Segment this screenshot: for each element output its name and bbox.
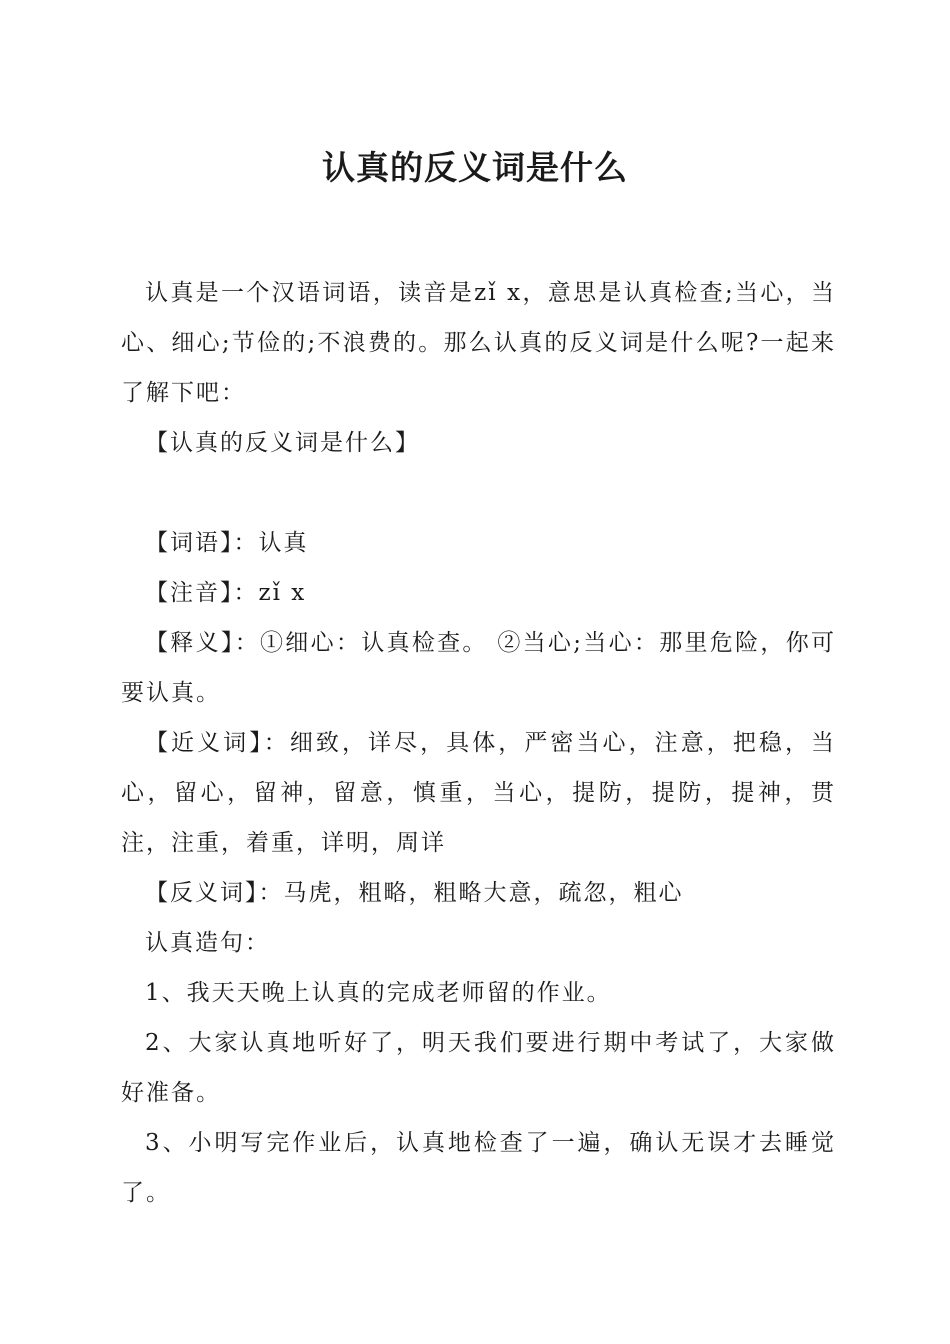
blank-line xyxy=(121,468,836,518)
synonyms-entry: 【近义词】：细致，详尽，具体，严密当心，注意，把稳，当心，留心，留神，留意，慎重，当心，提防，提防，提神，贯注，注重，着重，详明，周详 xyxy=(121,730,836,856)
pronunciation-entry: 【注音】：zǐ x xyxy=(145,580,307,606)
intro-paragraph: 认真是一个汉语词语，读音是zǐ x，意思是认真检查;当心，当心、细心;节俭的;不浪费的。那么认真的反义词是什么呢?一起来了解下吧： xyxy=(121,280,836,406)
example-sentence: 3、小明写完作业后，认真地检查了一遍，确认无误才去睡觉了。 xyxy=(121,1130,836,1206)
document-body xyxy=(121,268,836,1218)
section-heading: 【认真的反义词是什么】 xyxy=(145,430,420,456)
antonyms-entry: 【反义词】：马虎，粗略，粗略大意，疏忽，粗心 xyxy=(145,880,684,906)
term-entry: 【词语】：认真 xyxy=(145,530,309,556)
page-title: 认真的反义词是什么 xyxy=(322,148,628,187)
example-sentence: 1、我天天晚上认真的完成老师留的作业。 xyxy=(145,980,612,1006)
definition-entry: 【释义】：①细心：认真检查。 ②当心;当心：那里危险，你可要认真。 xyxy=(121,630,836,706)
example-sentences-heading: 认真造句： xyxy=(145,930,270,956)
example-sentence: 2、大家认真地听好了，明天我们要进行期中考试了，大家做好准备。 xyxy=(121,1030,836,1106)
